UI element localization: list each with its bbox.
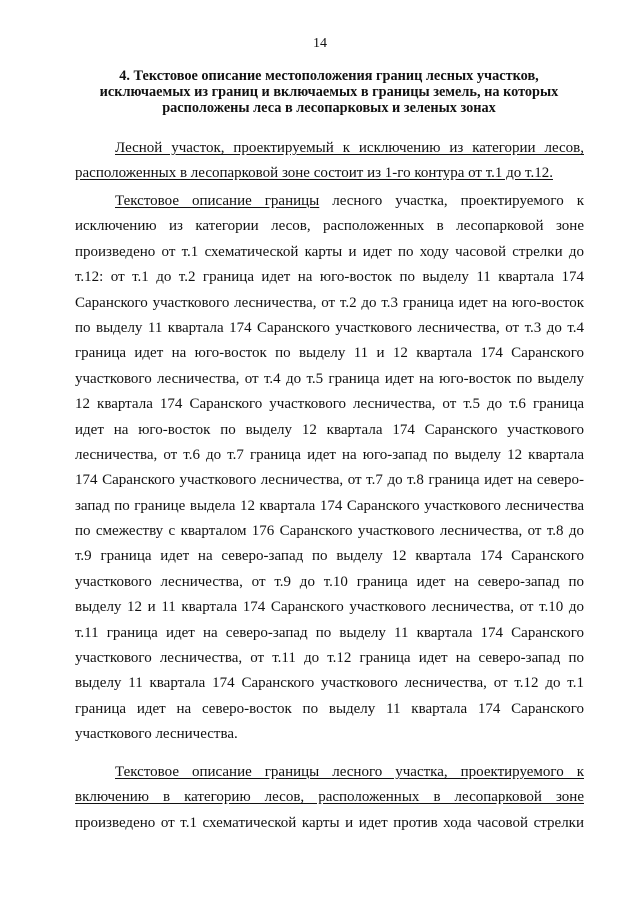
paragraph-line: расположенных в лесопарковой зоне состоит из 1-го контура от т.1 до т.12. xyxy=(75,165,553,182)
paragraph-line xyxy=(75,189,584,214)
page-number: 14 xyxy=(313,36,327,51)
paragraph-forest-plot-exclusion xyxy=(75,136,584,187)
paragraph-boundary-description xyxy=(75,189,584,748)
paragraph-line: Саранского участкового лесничества, от т.2 до т.3 граница идет на юго-восток xyxy=(75,294,584,311)
paragraph-line: идет на юго-восток по выделу 12 квартала 174 Саранского участкового xyxy=(75,421,584,438)
paragraph-line: 12 квартала 174 Саранского участкового лесничества, от т.5 до т.6 граница xyxy=(75,396,584,413)
heading-line: исключаемых из границ и включаемых в границы земель, на которых xyxy=(99,84,559,100)
paragraph-line: включению в категорию лесов, расположенных в лесопарковой зоне xyxy=(75,789,584,806)
heading-line: 4. Текстовое описание местоположения границ лесных участков, xyxy=(119,68,539,84)
paragraph-line: по выделу 11 квартала 174 Саранского участкового лесничества, от т.3 до т.4 xyxy=(75,319,584,336)
paragraph-line: т.11 граница идет на северо-запад по выделу 11 квартала 174 Саранского xyxy=(75,624,584,641)
heading-line: расположены леса в лесопарковых и зеленых зонах xyxy=(162,100,496,116)
paragraph-line: участкового лесничества, от т.4 до т.5 граница идет на юго-восток по выделу xyxy=(75,370,584,387)
paragraph-line: выделу 12 и 11 квартала 174 Саранского участкового лесничества, от т.10 до xyxy=(75,599,584,616)
paragraph-line: запад по границе выдела 12 квартала 174 Саранского участкового лесничества xyxy=(75,497,584,514)
paragraph-forest-plot-inclusion xyxy=(75,760,584,836)
paragraph-line: 174 Саранского участкового лесничества, от т.7 до т.8 граница идет на северо- xyxy=(75,472,584,489)
paragraph-line: граница идет на северо-восток по выделу 11 квартала 174 Саранского xyxy=(75,700,584,717)
paragraph-line: выделу 11 квартала 174 Саранского участкового лесничества, от т.12 до т.1 xyxy=(75,675,584,692)
paragraph-line: граница идет на юго-восток по выделу 11 и 12 квартала 174 Саранского xyxy=(75,345,584,362)
section-heading xyxy=(74,68,584,116)
paragraph-line: т.9 граница идет на северо-запад по выделу 12 квартала 174 Саранского xyxy=(75,548,584,565)
paragraph-line: т.12: от т.1 до т.2 граница идет на юго-восток по выделу 11 квартала 174 xyxy=(75,269,584,286)
paragraph-line: Текстовое описание границы лесного участка, проектируемого к xyxy=(115,764,584,780)
paragraph-line: участкового лесничества. xyxy=(75,726,238,743)
paragraph-line: по смежеству с кварталом 176 Саранского участкового лесничества, от т.8 до xyxy=(75,523,584,540)
paragraph-line-rest: лесного участка, проектируемого к xyxy=(319,193,584,209)
paragraph-line: лесничества, от т.6 до т.7 граница идет на юго-запад по выделу 12 квартала xyxy=(75,446,584,463)
paragraph-line: участкового лесничества, от т.9 до т.10 граница идет на северо-запад по xyxy=(75,573,584,590)
paragraph-line: исключению из категории лесов, расположенных в лесопарковой зоне xyxy=(75,218,584,235)
paragraph-line: Лесной участок, проектируемый к исключению из категории лесов, xyxy=(115,140,584,156)
paragraph-line: произведено от т.1 схематической карты и идет против хода часовой стрелки xyxy=(75,814,584,831)
paragraph-line: участкового лесничества, от т.11 до т.12 граница идет на северо-запад по xyxy=(75,650,584,667)
underlined-phrase: Текстовое описание границы xyxy=(115,193,320,209)
paragraph-line: произведено от т.1 схематической карты и идет по ходу часовой стрелки до xyxy=(75,243,584,260)
